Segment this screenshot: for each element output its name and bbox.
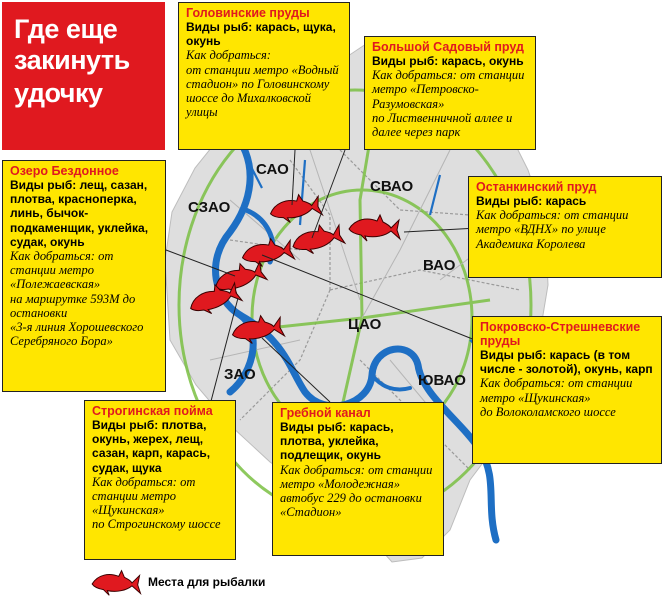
callout-route: по Строгинскому шоссе (92, 517, 221, 532)
callout-how: Как добраться: от станции метро «Петровско-Разумовская» (372, 68, 525, 111)
callout-route: на маршрутке 593М до остановки (10, 291, 136, 320)
title-line-1: Где еще (14, 14, 118, 44)
callout-fish: Виды рыб: карась, щука, окунь (186, 20, 336, 49)
callout-how: Как добраться: от станции метро «Щукинская» (480, 376, 633, 405)
callout-route: автобус 229 до остановки «Стадион» (280, 491, 422, 520)
legend-label: Места для рыбалки (148, 575, 266, 589)
callout-fish: Виды рыб: карась (476, 194, 587, 208)
callout-pokrovsko-streshnevskie-prudy (472, 316, 662, 464)
district-label-szao: СЗАО (188, 199, 231, 216)
callout-how: Как добраться: (186, 48, 271, 63)
callout-title: Покровско-Стрешневские пруды (480, 320, 641, 348)
legend-fish-icon (92, 571, 140, 596)
callout-golovinskie-prudy (178, 2, 350, 150)
district-label-svao: СВАО (370, 178, 414, 195)
callout-stop: «3-я линия Хорошевского Серебряного Бора» (10, 320, 144, 349)
callout-grebnoy-kanal (272, 402, 444, 556)
callout-title: Строгинская пойма (92, 404, 213, 418)
title-line-2: закинуть (14, 45, 130, 75)
callout-stroginskaya-poyma (84, 400, 236, 560)
callout-fish: Виды рыб: карась, окунь (372, 54, 524, 68)
title-line-3: удочку (14, 78, 103, 108)
district-label-yuvao: ЮВАО (418, 372, 466, 389)
callout-route: от станции метро «Водный стадион» по Головинскому шоссе до Михалковской улицы (186, 62, 339, 120)
callout-fish: Виды рыб: лещ, сазан, плотва, красноперка, линь, бычок-подкаменщик, уклейка, судак, окунь (10, 178, 149, 249)
callout-fish: Виды рыб: карась, плотва, уклейка, подлещик, окунь (280, 420, 394, 463)
district-label-vao: ВАО (423, 257, 456, 274)
callout-ostankinsky-prud (468, 176, 662, 278)
callout-title: Головинские пруды (186, 6, 310, 20)
title-box (2, 2, 165, 150)
callout-title: Гребной канал (280, 406, 371, 420)
callout-how: Как добраться: от станции метро «Полежаевская» (10, 249, 114, 292)
callout-how: Как добраться: от станции метро «Молодежная» (280, 462, 433, 491)
district-label-sao: САО (256, 161, 289, 178)
district-label-cao: ЦАО (348, 316, 382, 333)
callout-how: Как добраться: от станции метро «ВДНХ» по улице Академика Королева (476, 208, 629, 251)
callout-fish: Виды рыб: плотва, окунь, жерех, лещ, сазан, карп, карась, судак, щука (92, 418, 211, 475)
callout-ozero-bezdonnoe (2, 160, 166, 392)
callout-route: по Лиственничной аллее и далее через парк (372, 110, 513, 140)
district-label-zao: ЗАО (224, 366, 256, 383)
callout-route: до Волоколамского шоссе (480, 404, 616, 419)
callout-bolshoy-sadovy-prud (364, 36, 536, 150)
callout-title: Останкинский пруд (476, 180, 597, 194)
callout-how: Как добраться: от станции метро «Щукинская» (92, 474, 196, 518)
callout-title: Большой Садовый пруд (372, 40, 524, 54)
callout-title: Озеро Бездонное (10, 164, 119, 178)
callout-fish: Виды рыб: карась (в том числе - золотой), окунь, карп (480, 348, 653, 377)
